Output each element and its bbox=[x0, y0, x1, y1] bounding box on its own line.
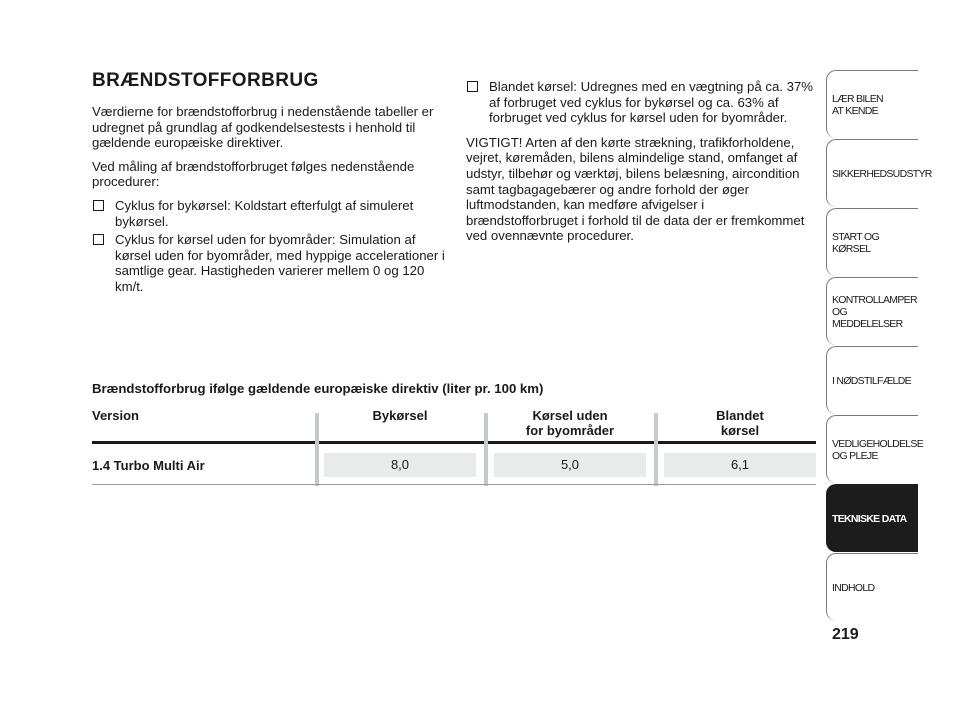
tab-laer-bilen-at-kende[interactable] bbox=[826, 70, 918, 138]
cell-city: 8,0 bbox=[324, 453, 476, 477]
checkbox-bullet-icon bbox=[93, 234, 104, 245]
right-column bbox=[466, 79, 818, 252]
table-header-rule bbox=[92, 441, 816, 444]
tab-i-noedstilfaelde[interactable] bbox=[826, 346, 918, 414]
page-number: 219 bbox=[832, 626, 859, 643]
tab-label: SIKKERHEDSUDSTYR bbox=[832, 167, 932, 180]
tab-label: VEDLIGEHOLDELSE OG PLEJE bbox=[832, 437, 924, 462]
header-extra-urban: Kørsel uden for byområder bbox=[525, 408, 615, 438]
cell-combined: 6,1 bbox=[664, 453, 816, 477]
column-separator bbox=[484, 413, 488, 486]
table-row-rule bbox=[92, 484, 816, 485]
header-version: Version bbox=[92, 408, 139, 423]
row-version: 1.4 Turbo Multi Air bbox=[92, 458, 205, 473]
header-city: Bykørsel bbox=[372, 408, 428, 423]
intro-paragraph: Værdierne for brændstofforbrug i nedenstående tabeller er udregnet på grundlag af godkendelsestests i henhold til gældende europæiske direktiver. bbox=[92, 104, 434, 151]
tab-vedligeholdelse[interactable] bbox=[826, 415, 924, 483]
bullet-text: Blandet kørsel: Udregnes med en vægtning på ca. 37% af forbruget ved cyklus for bykørsel og ca. 63% af forbruget ved cyklus for kørsel uden for byområder. bbox=[489, 79, 814, 126]
bullet-combined-cycle bbox=[466, 79, 818, 126]
checkbox-bullet-icon bbox=[467, 81, 478, 92]
procedures-intro: Ved måling af brændstofforbruget følges nedenstående procedurer: bbox=[92, 158, 415, 190]
tab-label: INDHOLD bbox=[832, 581, 875, 594]
checkbox-bullet-icon bbox=[93, 200, 104, 211]
tab-start-og-koersel[interactable] bbox=[826, 208, 918, 276]
bullet-text: Cyklus for kørsel uden for byområder: Simulation af kørsel uden for byområder, med hyppige accelerationer i samtlige gear. Hastigheden varierer mellem 0 og 120 km/t. bbox=[115, 232, 445, 294]
tab-label: START OG KØRSEL bbox=[832, 230, 879, 255]
table-caption: Brændstofforbrug ifølge gældende europæiske direktiv (liter pr. 100 km) bbox=[92, 381, 544, 396]
tab-indhold[interactable] bbox=[826, 553, 918, 621]
column-separator bbox=[315, 413, 319, 486]
tab-tekniske-data[interactable] bbox=[826, 484, 918, 552]
tab-label: TEKNISKE DATA bbox=[832, 512, 907, 525]
header-combined: Blandet kørsel bbox=[716, 408, 764, 438]
column-separator bbox=[654, 413, 658, 486]
bullet-extra-urban-cycle bbox=[92, 232, 448, 294]
bullet-text: Cyklus for bykørsel: Koldstart efterfulgt af simuleret bykørsel. bbox=[115, 197, 414, 229]
tab-sikkerhedsudstyr[interactable] bbox=[826, 139, 932, 207]
tab-label: I NØDSTILFÆLDE bbox=[832, 374, 911, 387]
warning-paragraph: VIGTIGT! Arten af den kørte strækning, trafikforholdene, vejret, køremåden, bilens almindelige stand, omfanget af udstyr, tilbehør og værktøj, bilens belæsning, aircondition samt tagbagagebærer og andre forhold der øger luftmodstanden, kan medføre afvigelser i brændstofforbruget i forhold til de data der er fremkommet ved ovennævnte procedurer. bbox=[466, 134, 805, 244]
tab-kontrollamper[interactable] bbox=[826, 277, 918, 345]
tab-label: LÆR BILEN AT KENDE bbox=[832, 92, 883, 117]
left-column bbox=[92, 70, 448, 298]
cell-extra-urban: 5,0 bbox=[494, 453, 646, 477]
section-title: BRÆNDSTOFFORBRUG bbox=[92, 70, 319, 91]
bullet-city-cycle bbox=[92, 198, 448, 229]
tab-label: KONTROLLAMPER OG MEDDELELSER bbox=[832, 293, 917, 330]
